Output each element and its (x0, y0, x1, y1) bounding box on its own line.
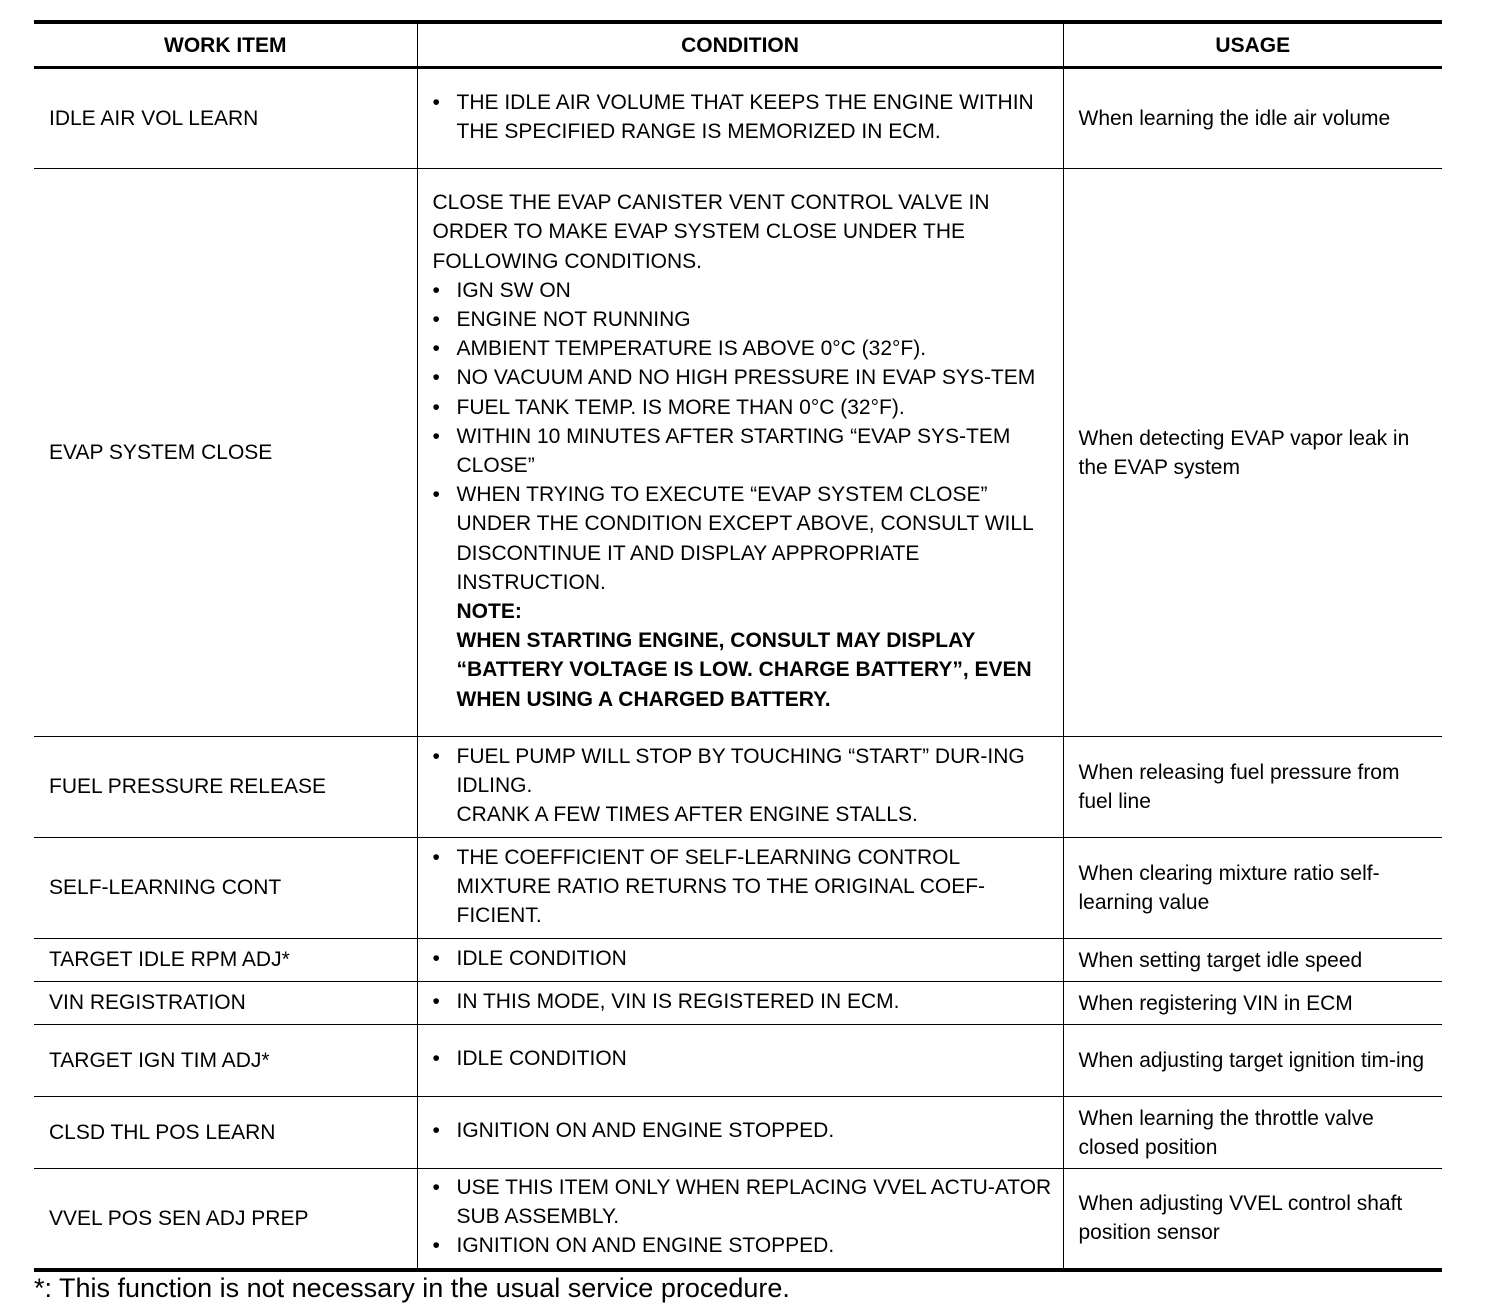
condition-bullet: • AMBIENT TEMPERATURE IS ABOVE 0°C (32°F). (433, 334, 1057, 363)
condition-bullet: • IGNITION ON AND ENGINE STOPPED. (433, 1231, 1057, 1260)
work-item-cell: VIN REGISTRATION (34, 982, 417, 1025)
bullet-mark: • (432, 307, 440, 331)
condition-bullet: • FUEL TANK TEMP. IS MORE THAN 0°C (32°F). (433, 393, 1057, 422)
condition-bullet: • IDLE CONDITION (433, 1044, 1057, 1073)
bullet-mark: • (432, 337, 440, 361)
note-label: NOTE: (456, 600, 522, 624)
work-item-cell: IDLE AIR VOL LEARN (34, 68, 417, 169)
work-item-cell: FUEL PRESSURE RELEASE (34, 737, 417, 838)
header-usage: USAGE (1063, 22, 1442, 68)
condition-bullet: • WITHIN 10 MINUTES AFTER STARTING “EVAP SYS-TEM CLOSE” (433, 422, 1057, 480)
note-text: WHEN STARTING ENGINE, CONSULT MAY DISPLAY “BATTERY VOLTAGE IS LOW. CHARGE BATTERY”, EVEN WHEN USING A CHARGED BATTERY. (456, 629, 1032, 711)
usage-cell: When learning the throttle valve closed position (1063, 1097, 1442, 1169)
condition-cell (417, 1025, 1063, 1097)
usage-cell: When registering VIN in ECM (1063, 982, 1442, 1025)
work-support-table-sheet (34, 20, 1442, 1272)
header-work-item: WORK ITEM (34, 22, 417, 68)
bullet-mark: • (432, 744, 440, 768)
table-header-row (34, 22, 1442, 68)
condition-bullet: • THE IDLE AIR VOLUME THAT KEEPS THE ENGINE WITHIN THE SPECIFIED RANGE IS MEMORIZED IN ECM. (433, 88, 1057, 146)
bullet-mark: • (432, 278, 440, 302)
table-row (34, 1097, 1442, 1169)
usage-cell: When setting target idle speed (1063, 939, 1442, 982)
table-row (34, 838, 1442, 939)
condition-bullet: • USE THIS ITEM ONLY WHEN REPLACING VVEL ACTU-ATOR SUB ASSEMBLY. (433, 1173, 1057, 1231)
bullet-mark: • (432, 395, 440, 419)
usage-cell: When clearing mixture ratio self-learning value (1063, 838, 1442, 939)
work-item-cell: TARGET IGN TIM ADJ* (34, 1025, 417, 1097)
condition-bullet: • ENGINE NOT RUNNING (433, 305, 1057, 334)
condition-bullet: • IDLE CONDITION (433, 944, 1057, 973)
table-row (34, 1169, 1442, 1270)
condition-cell (417, 1097, 1063, 1169)
bullet-mark: • (432, 483, 440, 507)
footnote: *: This function is not necessary in the usual service procedure. (34, 1273, 790, 1303)
table-row (34, 1025, 1442, 1097)
condition-bullet: • IGNITION ON AND ENGINE STOPPED. (433, 1116, 1057, 1145)
work-item-cell: VVEL POS SEN ADJ PREP (34, 1169, 417, 1270)
work-item-cell: TARGET IDLE RPM ADJ* (34, 939, 417, 982)
table-row (34, 982, 1442, 1025)
bullet-mark: • (432, 1176, 440, 1199)
work-support-table (34, 20, 1442, 1272)
bullet-mark: • (432, 1119, 440, 1143)
work-item-cell: EVAP SYSTEM CLOSE (34, 169, 417, 737)
condition-intro: CLOSE THE EVAP CANISTER VENT CONTROL VALVE IN ORDER TO MAKE EVAP SYSTEM CLOSE UNDER THE FOLLOWING CONDITIONS. (432, 191, 990, 273)
table-row (34, 737, 1442, 838)
usage-cell: When learning the idle air volume (1063, 68, 1442, 169)
header-condition: CONDITION (417, 22, 1063, 68)
table-row (34, 169, 1442, 737)
condition-bullet: • IN THIS MODE, VIN IS REGISTERED IN ECM. (433, 987, 1057, 1016)
condition-continuation: CRANK A FEW TIMES AFTER ENGINE STALLS. (456, 803, 918, 827)
bullet-mark: • (432, 845, 440, 869)
bullet-mark: • (432, 90, 440, 114)
work-item-cell: CLSD THL POS LEARN (34, 1097, 417, 1169)
condition-cell (417, 737, 1063, 838)
usage-cell: When adjusting VVEL control shaft position sensor (1063, 1169, 1442, 1270)
usage-cell: When detecting EVAP vapor leak in the EVAP system (1063, 169, 1442, 737)
condition-cell (417, 982, 1063, 1025)
bullet-mark: • (432, 989, 440, 1013)
condition-bullet: • THE COEFFICIENT OF SELF-LEARNING CONTROL MIXTURE RATIO RETURNS TO THE ORIGINAL COEF-FICIENT. (433, 843, 1057, 931)
condition-bullet: • FUEL PUMP WILL STOP BY TOUCHING “START” DUR-ING IDLING. (433, 742, 1057, 800)
bullet-mark: • (432, 366, 440, 390)
usage-cell: When adjusting target ignition tim-ing (1063, 1025, 1442, 1097)
condition-cell (417, 169, 1063, 737)
condition-cell (417, 1169, 1063, 1270)
condition-bullet: • WHEN TRYING TO EXECUTE “EVAP SYSTEM CLOSE” UNDER THE CONDITION EXCEPT ABOVE, CONSULT WILL DISCONTINUE IT AND DISPLAY APPROPRIATE INSTRUCTION. (433, 480, 1057, 597)
table-row (34, 68, 1442, 169)
bullet-mark: • (432, 1234, 440, 1258)
bullet-mark: • (432, 1047, 440, 1071)
condition-cell (417, 939, 1063, 982)
usage-cell: When releasing fuel pressure from fuel line (1063, 737, 1442, 838)
work-item-cell: SELF-LEARNING CONT (34, 838, 417, 939)
condition-bullet: • NO VACUUM AND NO HIGH PRESSURE IN EVAP SYS-TEM (433, 363, 1057, 392)
condition-bullet: • IGN SW ON (433, 276, 1057, 305)
condition-cell (417, 838, 1063, 939)
bullet-mark: • (432, 424, 440, 448)
condition-cell (417, 68, 1063, 169)
table-row (34, 939, 1442, 982)
bullet-mark: • (432, 946, 440, 970)
